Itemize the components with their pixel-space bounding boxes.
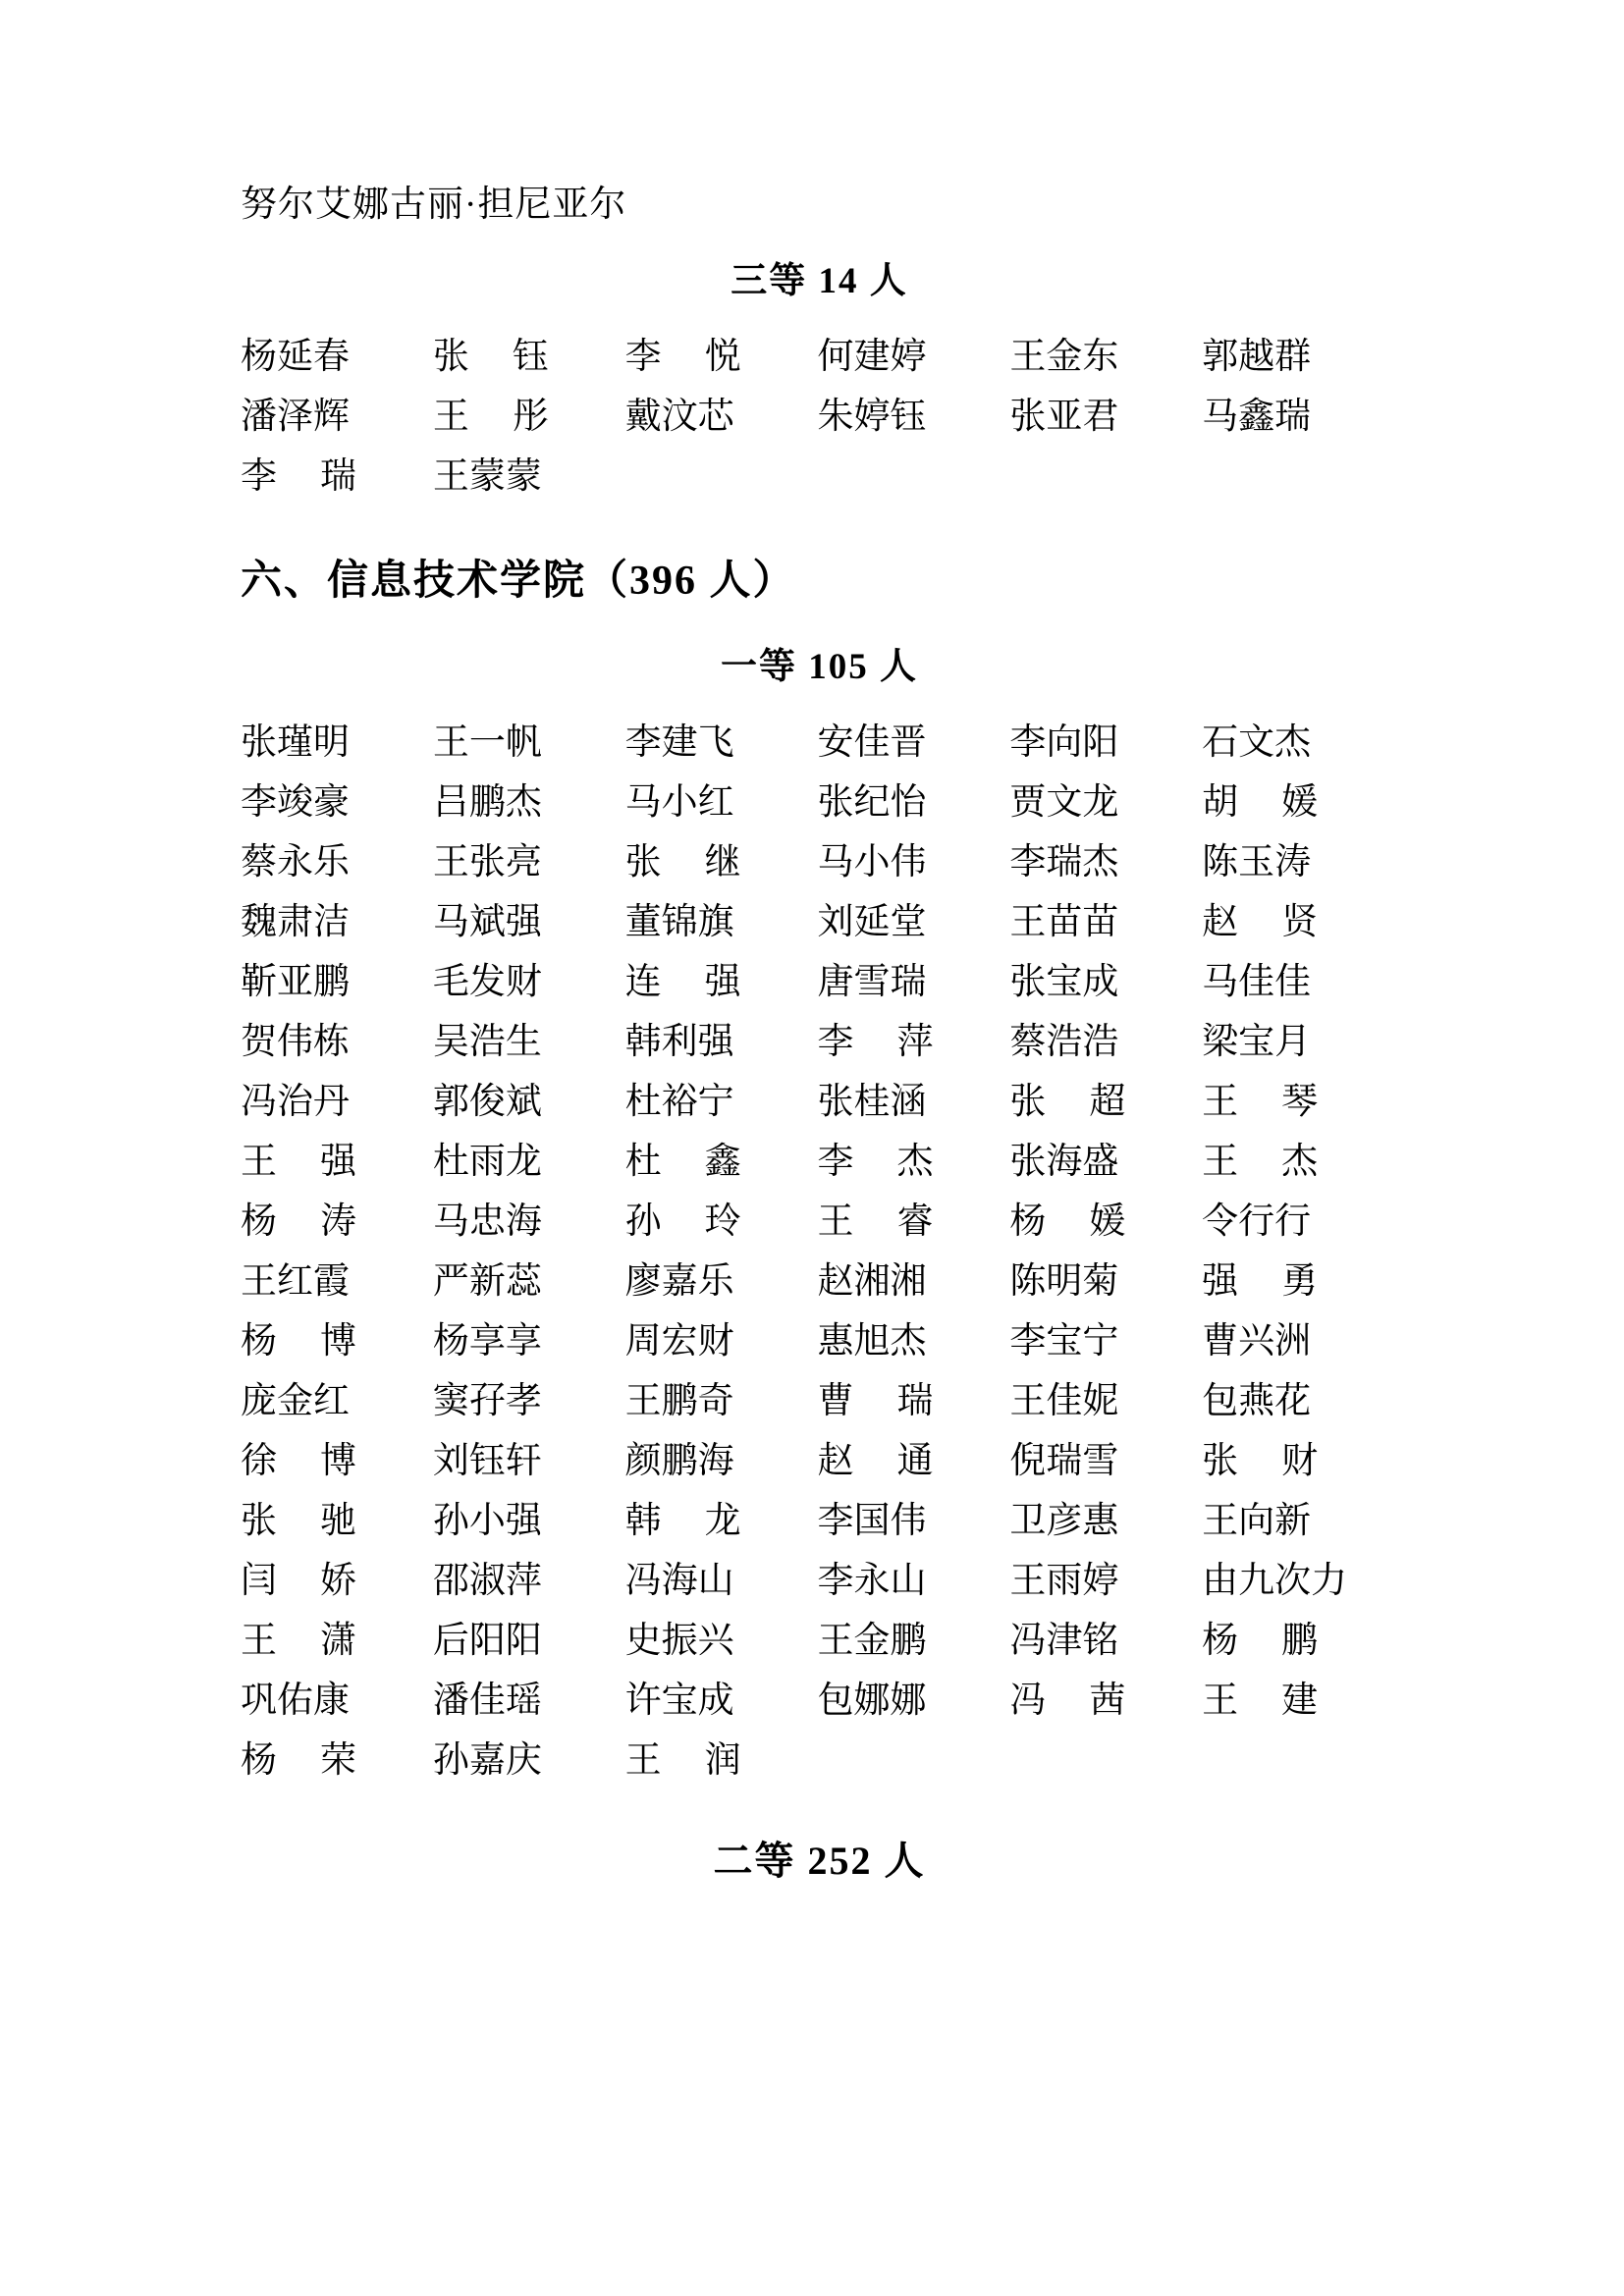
name-text: 蔡浩浩 xyxy=(1009,1022,1119,1062)
name-cell xyxy=(433,1132,625,1192)
name-text: 曹兴洲 xyxy=(1202,1321,1312,1362)
name-cell xyxy=(625,1311,818,1371)
name-cell xyxy=(1009,1132,1202,1192)
name-cell xyxy=(817,1611,1009,1671)
name-text: 李建飞 xyxy=(624,722,734,763)
name-text: 张瑾明 xyxy=(241,722,350,763)
name-cell xyxy=(1009,952,1202,1012)
name-text: 史振兴 xyxy=(624,1621,734,1661)
name-cell xyxy=(1202,1192,1394,1252)
name-cell xyxy=(1009,1431,1202,1491)
name-cell xyxy=(241,387,433,447)
name-text: 李国伟 xyxy=(817,1501,927,1541)
name-text: 张继 xyxy=(624,842,741,882)
name-cell xyxy=(1009,1072,1202,1132)
name-text: 郭俊斌 xyxy=(432,1082,542,1122)
name-text: 何建婷 xyxy=(817,337,927,377)
name-text: 包燕花 xyxy=(1202,1381,1312,1421)
name-cell xyxy=(433,1611,625,1671)
name-cell xyxy=(817,1491,1009,1551)
name-cell xyxy=(625,1132,818,1192)
name-text: 唐雪瑞 xyxy=(817,962,927,1002)
name-cell xyxy=(1202,1431,1394,1491)
name-cell xyxy=(1202,1072,1394,1132)
name-cell xyxy=(241,713,433,773)
name-text: 王琴 xyxy=(1202,1082,1319,1122)
name-cell xyxy=(433,1671,625,1731)
name-cell xyxy=(817,832,1009,892)
name-text: 王鹏奇 xyxy=(624,1381,734,1421)
name-cell xyxy=(625,773,818,832)
name-text: 马小伟 xyxy=(817,842,927,882)
name-text: 王金鹏 xyxy=(817,1621,927,1661)
name-text: 张驰 xyxy=(241,1501,356,1541)
name-text: 张超 xyxy=(1009,1082,1126,1122)
name-text: 马鑫瑞 xyxy=(1202,397,1312,437)
name-text: 王杰 xyxy=(1202,1142,1319,1182)
name-text: 杨博 xyxy=(241,1321,356,1362)
name-cell xyxy=(1009,1311,1202,1371)
name-text: 王苗苗 xyxy=(1009,902,1119,942)
name-text: 巩佑康 xyxy=(241,1681,350,1721)
name-cell xyxy=(625,1431,818,1491)
name-cell xyxy=(1202,327,1394,387)
name-text: 张亚君 xyxy=(1009,397,1119,437)
name-text: 许宝成 xyxy=(624,1681,734,1721)
name-cell xyxy=(433,1551,625,1611)
name-text: 严新蕊 xyxy=(432,1261,542,1302)
name-text: 靳亚鹏 xyxy=(241,962,350,1002)
name-text: 赵湘湘 xyxy=(817,1261,927,1302)
name-cell xyxy=(1009,1491,1202,1551)
name-cell xyxy=(1009,1252,1202,1311)
name-cell xyxy=(1202,1671,1394,1731)
name-text: 贾文龙 xyxy=(1009,782,1119,823)
name-cell xyxy=(1009,327,1202,387)
name-cell xyxy=(433,952,625,1012)
name-text: 潘佳瑶 xyxy=(432,1681,542,1721)
name-cell xyxy=(433,1431,625,1491)
name-text: 郭越群 xyxy=(1202,337,1312,377)
name-cell xyxy=(817,1132,1009,1192)
name-cell xyxy=(1202,1491,1394,1551)
name-text: 王蒙蒙 xyxy=(432,456,542,497)
name-cell xyxy=(1009,1371,1202,1431)
name-cell xyxy=(817,1192,1009,1252)
name-text: 张钰 xyxy=(432,337,549,377)
name-text: 杜鑫 xyxy=(624,1142,741,1182)
name-text: 石文杰 xyxy=(1202,722,1312,763)
name-text: 王潇 xyxy=(241,1621,356,1661)
name-text: 邵淑萍 xyxy=(432,1561,542,1601)
name-cell xyxy=(1202,1012,1394,1072)
name-cell xyxy=(1009,832,1202,892)
name-text: 王建 xyxy=(1202,1681,1319,1721)
name-cell xyxy=(241,1132,433,1192)
name-cell xyxy=(625,832,818,892)
name-cell xyxy=(241,1491,433,1551)
name-text: 包娜娜 xyxy=(817,1681,927,1721)
name-cell xyxy=(817,327,1009,387)
name-cell xyxy=(625,1671,818,1731)
name-text: 张桂涵 xyxy=(817,1082,927,1122)
name-text: 张财 xyxy=(1202,1441,1319,1481)
name-text: 孙玲 xyxy=(624,1201,741,1242)
name-cell xyxy=(1009,773,1202,832)
name-cell xyxy=(433,1371,625,1431)
name-cell xyxy=(625,1611,818,1671)
name-text: 韩龙 xyxy=(624,1501,741,1541)
name-text: 周宏财 xyxy=(624,1321,734,1362)
name-cell xyxy=(1202,387,1394,447)
name-cell xyxy=(625,713,818,773)
name-cell xyxy=(241,447,433,507)
name-text: 陈玉涛 xyxy=(1202,842,1312,882)
name-cell xyxy=(625,1012,818,1072)
name-text: 王彤 xyxy=(432,397,549,437)
name-cell xyxy=(1009,1551,1202,1611)
name-text: 曹瑞 xyxy=(817,1381,934,1421)
name-cell xyxy=(241,1671,433,1731)
name-text: 潘泽辉 xyxy=(241,397,350,437)
name-cell xyxy=(817,1371,1009,1431)
section-heading: 六、信息技术学院（396 人） xyxy=(241,559,796,604)
name-text: 冯治丹 xyxy=(241,1082,350,1122)
name-cell xyxy=(817,952,1009,1012)
name-text: 李悦 xyxy=(624,337,741,377)
name-text: 李向阳 xyxy=(1009,722,1119,763)
name-text: 杨涛 xyxy=(241,1201,356,1242)
name-text: 令行行 xyxy=(1202,1201,1312,1242)
name-cell xyxy=(433,327,625,387)
second-award-heading: 二等 252 人 xyxy=(713,1839,926,1883)
name-cell xyxy=(1009,387,1202,447)
name-cell xyxy=(1202,1132,1394,1192)
name-cell xyxy=(241,1611,433,1671)
name-cell xyxy=(433,1072,625,1132)
name-cell xyxy=(433,832,625,892)
name-text: 李宝宁 xyxy=(1009,1321,1119,1362)
name-cell xyxy=(1009,713,1202,773)
leading-name-line: 努尔艾娜古丽·担尼亚尔 xyxy=(241,185,627,225)
name-text: 闫娇 xyxy=(241,1561,356,1601)
name-cell xyxy=(817,713,1009,773)
name-text: 杨享享 xyxy=(432,1321,542,1362)
name-text: 惠旭杰 xyxy=(817,1321,927,1362)
name-text: 由九次力 xyxy=(1202,1561,1348,1601)
name-text: 王雨婷 xyxy=(1009,1561,1119,1601)
third-award-heading: 三等 14 人 xyxy=(731,261,908,301)
name-cell xyxy=(817,773,1009,832)
name-cell xyxy=(817,1072,1009,1132)
name-cell xyxy=(1202,892,1394,952)
name-text: 刘延堂 xyxy=(817,902,927,942)
name-cell xyxy=(433,1491,625,1551)
name-text: 王睿 xyxy=(817,1201,934,1242)
name-cell xyxy=(1202,952,1394,1012)
name-text: 王润 xyxy=(624,1740,741,1781)
name-cell xyxy=(625,952,818,1012)
name-cell xyxy=(241,1731,433,1790)
name-cell xyxy=(817,1671,1009,1731)
name-text: 王向新 xyxy=(1202,1501,1312,1541)
name-cell xyxy=(1202,1551,1394,1611)
name-text: 杨荣 xyxy=(241,1740,356,1781)
name-text: 窦孖孝 xyxy=(432,1381,542,1421)
name-text: 梁宝月 xyxy=(1202,1022,1312,1062)
name-cell xyxy=(1009,1611,1202,1671)
name-cell xyxy=(1202,713,1394,773)
name-cell xyxy=(433,1252,625,1311)
name-text: 李永山 xyxy=(817,1561,927,1601)
name-cell xyxy=(625,1731,818,1790)
name-cell xyxy=(241,892,433,952)
name-cell xyxy=(1202,773,1394,832)
name-text: 张纪怡 xyxy=(817,782,927,823)
name-cell xyxy=(241,1252,433,1311)
name-text: 马小红 xyxy=(624,782,734,823)
first-award-name-grid xyxy=(241,713,1394,1790)
name-text: 李萍 xyxy=(817,1022,934,1062)
name-text: 朱婷钰 xyxy=(817,397,927,437)
name-cell xyxy=(433,1731,625,1790)
name-text: 王一帆 xyxy=(432,722,542,763)
name-cell xyxy=(817,1252,1009,1311)
name-text: 李竣豪 xyxy=(241,782,350,823)
name-cell xyxy=(817,1431,1009,1491)
name-cell xyxy=(241,952,433,1012)
name-text: 冯津铭 xyxy=(1009,1621,1119,1661)
name-cell xyxy=(241,773,433,832)
name-cell xyxy=(433,387,625,447)
name-cell xyxy=(433,1311,625,1371)
name-text: 张宝成 xyxy=(1009,962,1119,1002)
name-cell xyxy=(241,1431,433,1491)
name-text: 赵贤 xyxy=(1202,902,1319,942)
name-cell xyxy=(625,387,818,447)
name-text: 马忠海 xyxy=(432,1201,542,1242)
name-text: 卫彦惠 xyxy=(1009,1501,1119,1541)
name-text: 陈明菊 xyxy=(1009,1261,1119,1302)
name-text: 倪瑞雪 xyxy=(1009,1441,1119,1481)
name-cell xyxy=(625,1252,818,1311)
name-text: 胡媛 xyxy=(1202,782,1319,823)
name-text: 冯茜 xyxy=(1009,1681,1126,1721)
name-cell xyxy=(241,1371,433,1431)
name-text: 冯海山 xyxy=(624,1561,734,1601)
name-cell xyxy=(817,892,1009,952)
third-award-name-grid xyxy=(241,327,1394,507)
name-cell xyxy=(1009,1192,1202,1252)
name-text: 王强 xyxy=(241,1142,356,1182)
name-text: 连强 xyxy=(624,962,741,1002)
name-text: 杨鹏 xyxy=(1202,1621,1319,1661)
name-text: 孙小强 xyxy=(432,1501,542,1541)
name-text: 强勇 xyxy=(1202,1261,1319,1302)
name-text: 赵通 xyxy=(817,1441,934,1481)
name-text: 吕鹏杰 xyxy=(432,782,542,823)
name-text: 杨媛 xyxy=(1009,1201,1126,1242)
name-text: 戴汶芯 xyxy=(624,397,734,437)
name-cell xyxy=(625,1551,818,1611)
name-text: 张海盛 xyxy=(1009,1142,1119,1182)
name-text: 魏肃洁 xyxy=(241,902,350,942)
name-cell xyxy=(433,892,625,952)
name-cell xyxy=(625,1192,818,1252)
name-text: 颜鹏海 xyxy=(624,1441,734,1481)
name-text: 庞金红 xyxy=(241,1381,350,1421)
name-text: 毛发财 xyxy=(432,962,542,1002)
name-text: 马佳佳 xyxy=(1202,962,1312,1002)
name-cell xyxy=(1202,832,1394,892)
name-cell xyxy=(1202,1311,1394,1371)
name-text: 徐博 xyxy=(241,1441,356,1481)
name-text: 王金东 xyxy=(1009,337,1119,377)
name-text: 王张亮 xyxy=(432,842,542,882)
name-cell xyxy=(433,447,625,507)
name-text: 杨延春 xyxy=(241,337,350,377)
name-text: 杜裕宁 xyxy=(624,1082,734,1122)
name-cell xyxy=(433,773,625,832)
name-text: 刘钰轩 xyxy=(432,1441,542,1481)
name-cell xyxy=(1202,1252,1394,1311)
name-cell xyxy=(625,892,818,952)
name-text: 安佳晋 xyxy=(817,722,927,763)
name-cell xyxy=(1202,1611,1394,1671)
name-text: 孙嘉庆 xyxy=(432,1740,542,1781)
name-cell xyxy=(241,327,433,387)
name-cell xyxy=(625,1371,818,1431)
name-cell xyxy=(433,1012,625,1072)
name-cell xyxy=(433,1192,625,1252)
name-cell xyxy=(433,713,625,773)
name-cell xyxy=(241,1192,433,1252)
name-cell xyxy=(625,327,818,387)
name-text: 韩利强 xyxy=(624,1022,734,1062)
name-text: 后阳阳 xyxy=(432,1621,542,1661)
name-cell xyxy=(241,1311,433,1371)
name-cell xyxy=(817,1311,1009,1371)
name-text: 王红霞 xyxy=(241,1261,350,1302)
name-text: 马斌强 xyxy=(432,902,542,942)
name-cell xyxy=(817,1551,1009,1611)
name-cell xyxy=(241,1072,433,1132)
name-text: 蔡永乐 xyxy=(241,842,350,882)
name-cell xyxy=(1009,1012,1202,1072)
name-text: 王佳妮 xyxy=(1009,1381,1119,1421)
name-text: 董锦旗 xyxy=(624,902,734,942)
name-text: 廖嘉乐 xyxy=(624,1261,734,1302)
name-text: 杜雨龙 xyxy=(432,1142,542,1182)
name-cell xyxy=(817,1012,1009,1072)
name-cell xyxy=(1009,1671,1202,1731)
name-cell xyxy=(241,1551,433,1611)
name-cell xyxy=(241,832,433,892)
name-text: 李杰 xyxy=(817,1142,934,1182)
name-text: 吴浩生 xyxy=(432,1022,542,1062)
name-cell xyxy=(241,1012,433,1072)
name-text: 贺伟栋 xyxy=(241,1022,350,1062)
name-cell xyxy=(625,1491,818,1551)
first-award-heading: 一等 105 人 xyxy=(721,647,918,687)
name-cell xyxy=(1009,892,1202,952)
name-cell xyxy=(625,1072,818,1132)
name-cell xyxy=(1202,1371,1394,1431)
name-text: 李瑞 xyxy=(241,456,356,497)
name-cell xyxy=(817,387,1009,447)
name-text: 李瑞杰 xyxy=(1009,842,1119,882)
